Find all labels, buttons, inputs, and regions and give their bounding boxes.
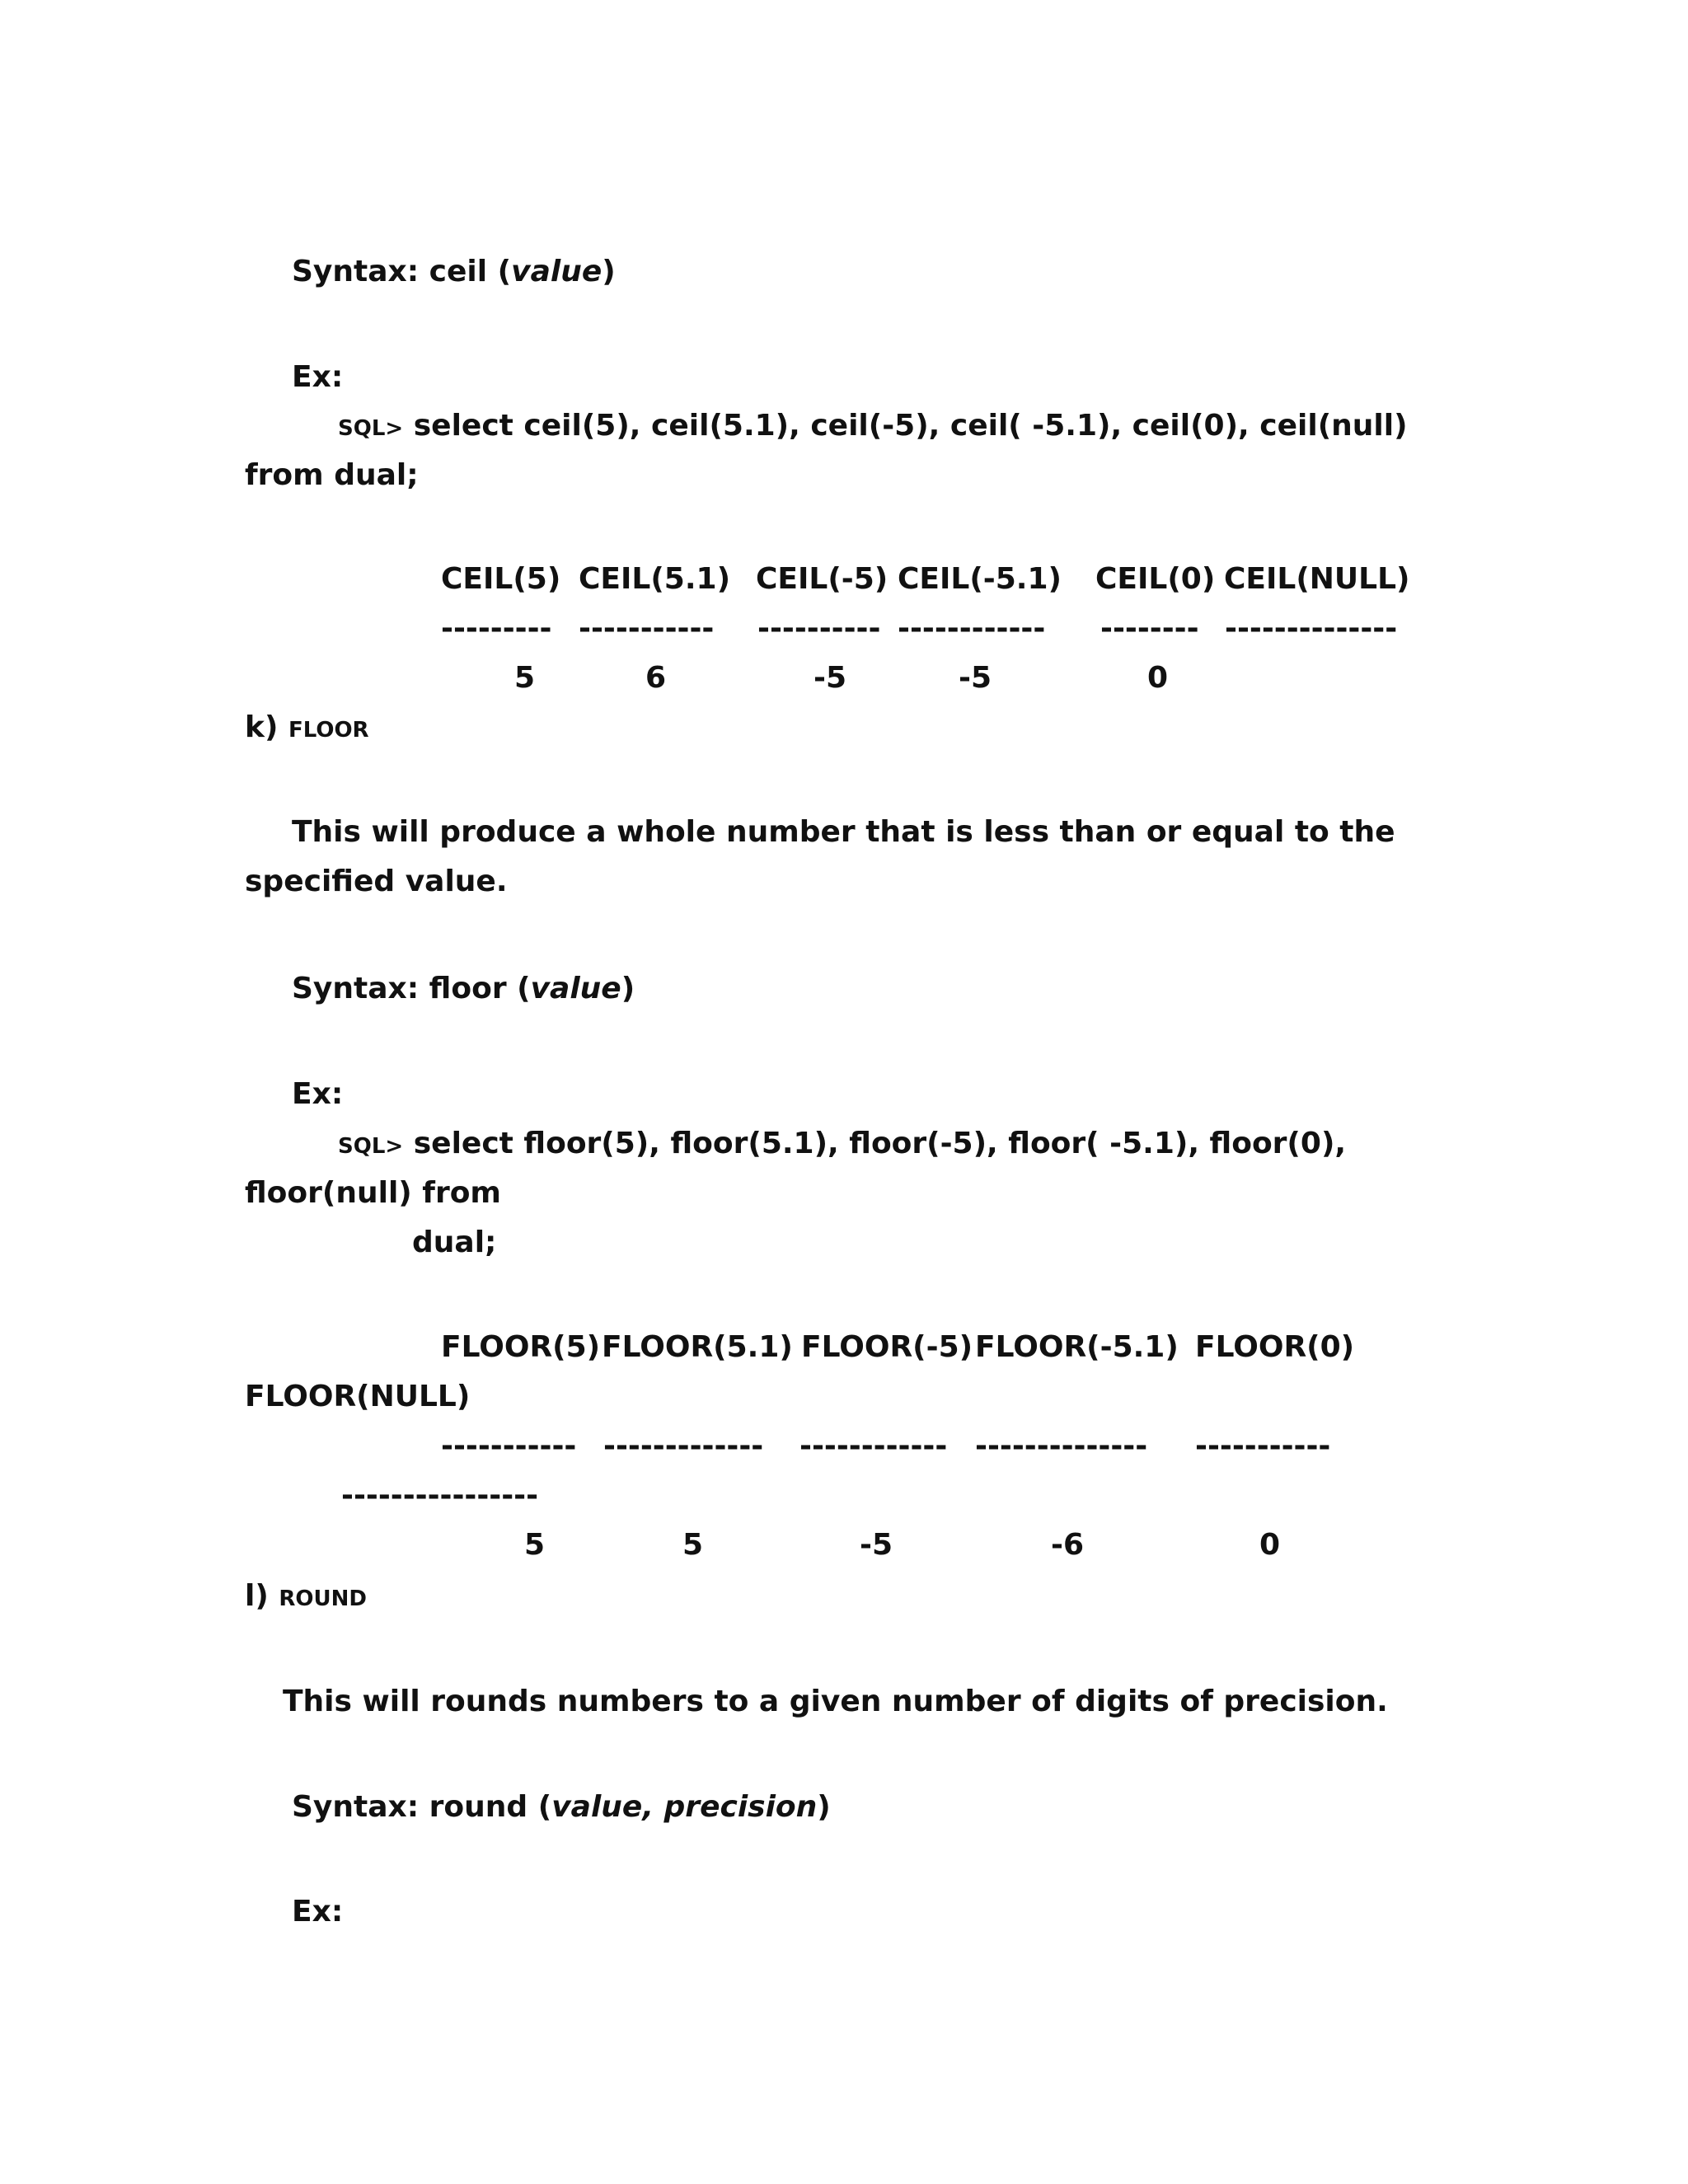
result-value: 5: [524, 1528, 546, 1562]
syntax-arg: value: [530, 972, 621, 1005]
col-header: CEIL(-5): [756, 562, 889, 596]
round-ex-label: Ex:: [292, 1895, 344, 1929]
round-desc: This will rounds numbers to a given number of digits of precision.: [283, 1685, 1388, 1718]
result-value: 6: [645, 661, 667, 695]
floor-heading: [245, 703, 369, 755]
sql-prompt: SQL>: [338, 1134, 404, 1159]
query-text: select ceil(5), ceil(5.1), ceil(-5), ceil( -5.1), ceil(0), ceil(null): [403, 409, 1408, 443]
syntax-text: ): [602, 255, 616, 288]
result-value: 0: [1147, 661, 1169, 695]
result-value: -5: [814, 661, 846, 695]
heading-name: ROUND: [279, 1586, 367, 1611]
col-divider: ----------: [757, 612, 881, 645]
col-divider: --------------: [1225, 612, 1398, 645]
col-divider: --------------: [975, 1429, 1148, 1463]
col-header: CEIL(NULL): [1224, 562, 1410, 596]
col-divider: ------------: [898, 612, 1046, 645]
floor-query-cont2: dual;: [412, 1226, 497, 1259]
col-header: CEIL(0): [1095, 562, 1216, 596]
col-header: CEIL(5): [441, 562, 561, 596]
syntax-text: ): [621, 972, 635, 1005]
col-header: FLOOR(5.1): [602, 1330, 793, 1364]
col-divider: --------: [1100, 612, 1199, 645]
round-heading: [245, 1572, 367, 1624]
col-header-wrapped: FLOOR(NULL): [245, 1380, 471, 1413]
heading-letter: k): [245, 710, 279, 744]
ceil-ex-label: Ex:: [292, 360, 344, 394]
col-divider: -----------: [579, 612, 715, 645]
col-header: CEIL(-5.1): [898, 562, 1062, 596]
syntax-arg: value: [511, 255, 603, 288]
result-value: -5: [860, 1528, 893, 1562]
heading-name: FLOOR: [288, 718, 369, 743]
col-header: FLOOR(5): [441, 1330, 601, 1364]
ceil-query: [338, 401, 1408, 453]
floor-ex-label: Ex:: [292, 1077, 344, 1111]
result-value: 5: [514, 661, 536, 695]
col-divider: -----------: [441, 1429, 577, 1463]
floor-desc: This will produce a whole number that is less than or equal to the: [292, 815, 1395, 849]
floor-query: [338, 1119, 1346, 1171]
col-divider: -------------: [603, 1429, 764, 1463]
col-divider: ------------: [799, 1429, 948, 1463]
ceil-syntax: [292, 247, 616, 297]
syntax-text: ): [817, 1790, 831, 1824]
floor-syntax: [292, 964, 635, 1014]
syntax-arg: value, precision: [551, 1790, 818, 1824]
syntax-text: Syntax: round (: [292, 1790, 552, 1824]
col-header: CEIL(5.1): [579, 562, 731, 596]
syntax-text: Syntax: floor (: [292, 972, 531, 1005]
col-divider-wrapped: ----------------: [341, 1479, 539, 1512]
syntax-text: Syntax: ceil (: [292, 255, 512, 288]
query-text: select floor(5), floor(5.1), floor(-5), floor( -5.1), floor(0),: [403, 1127, 1347, 1160]
ceil-query-cont: from dual;: [245, 458, 419, 492]
col-header: FLOOR(0): [1195, 1330, 1355, 1364]
heading-letter: l): [245, 1579, 269, 1613]
result-value: -6: [1051, 1528, 1084, 1562]
result-value: 0: [1259, 1528, 1281, 1562]
col-divider: ---------: [441, 612, 552, 645]
col-header: FLOOR(-5.1): [975, 1330, 1179, 1364]
result-value: -5: [959, 661, 992, 695]
col-header: FLOOR(-5): [801, 1330, 973, 1364]
floor-query-cont: floor(null) from: [245, 1176, 501, 1210]
col-divider: -----------: [1195, 1429, 1331, 1463]
sql-prompt: SQL>: [338, 416, 404, 441]
floor-desc-cont: specified value.: [245, 865, 508, 898]
round-syntax: [292, 1783, 831, 1832]
result-value: 5: [682, 1528, 704, 1562]
